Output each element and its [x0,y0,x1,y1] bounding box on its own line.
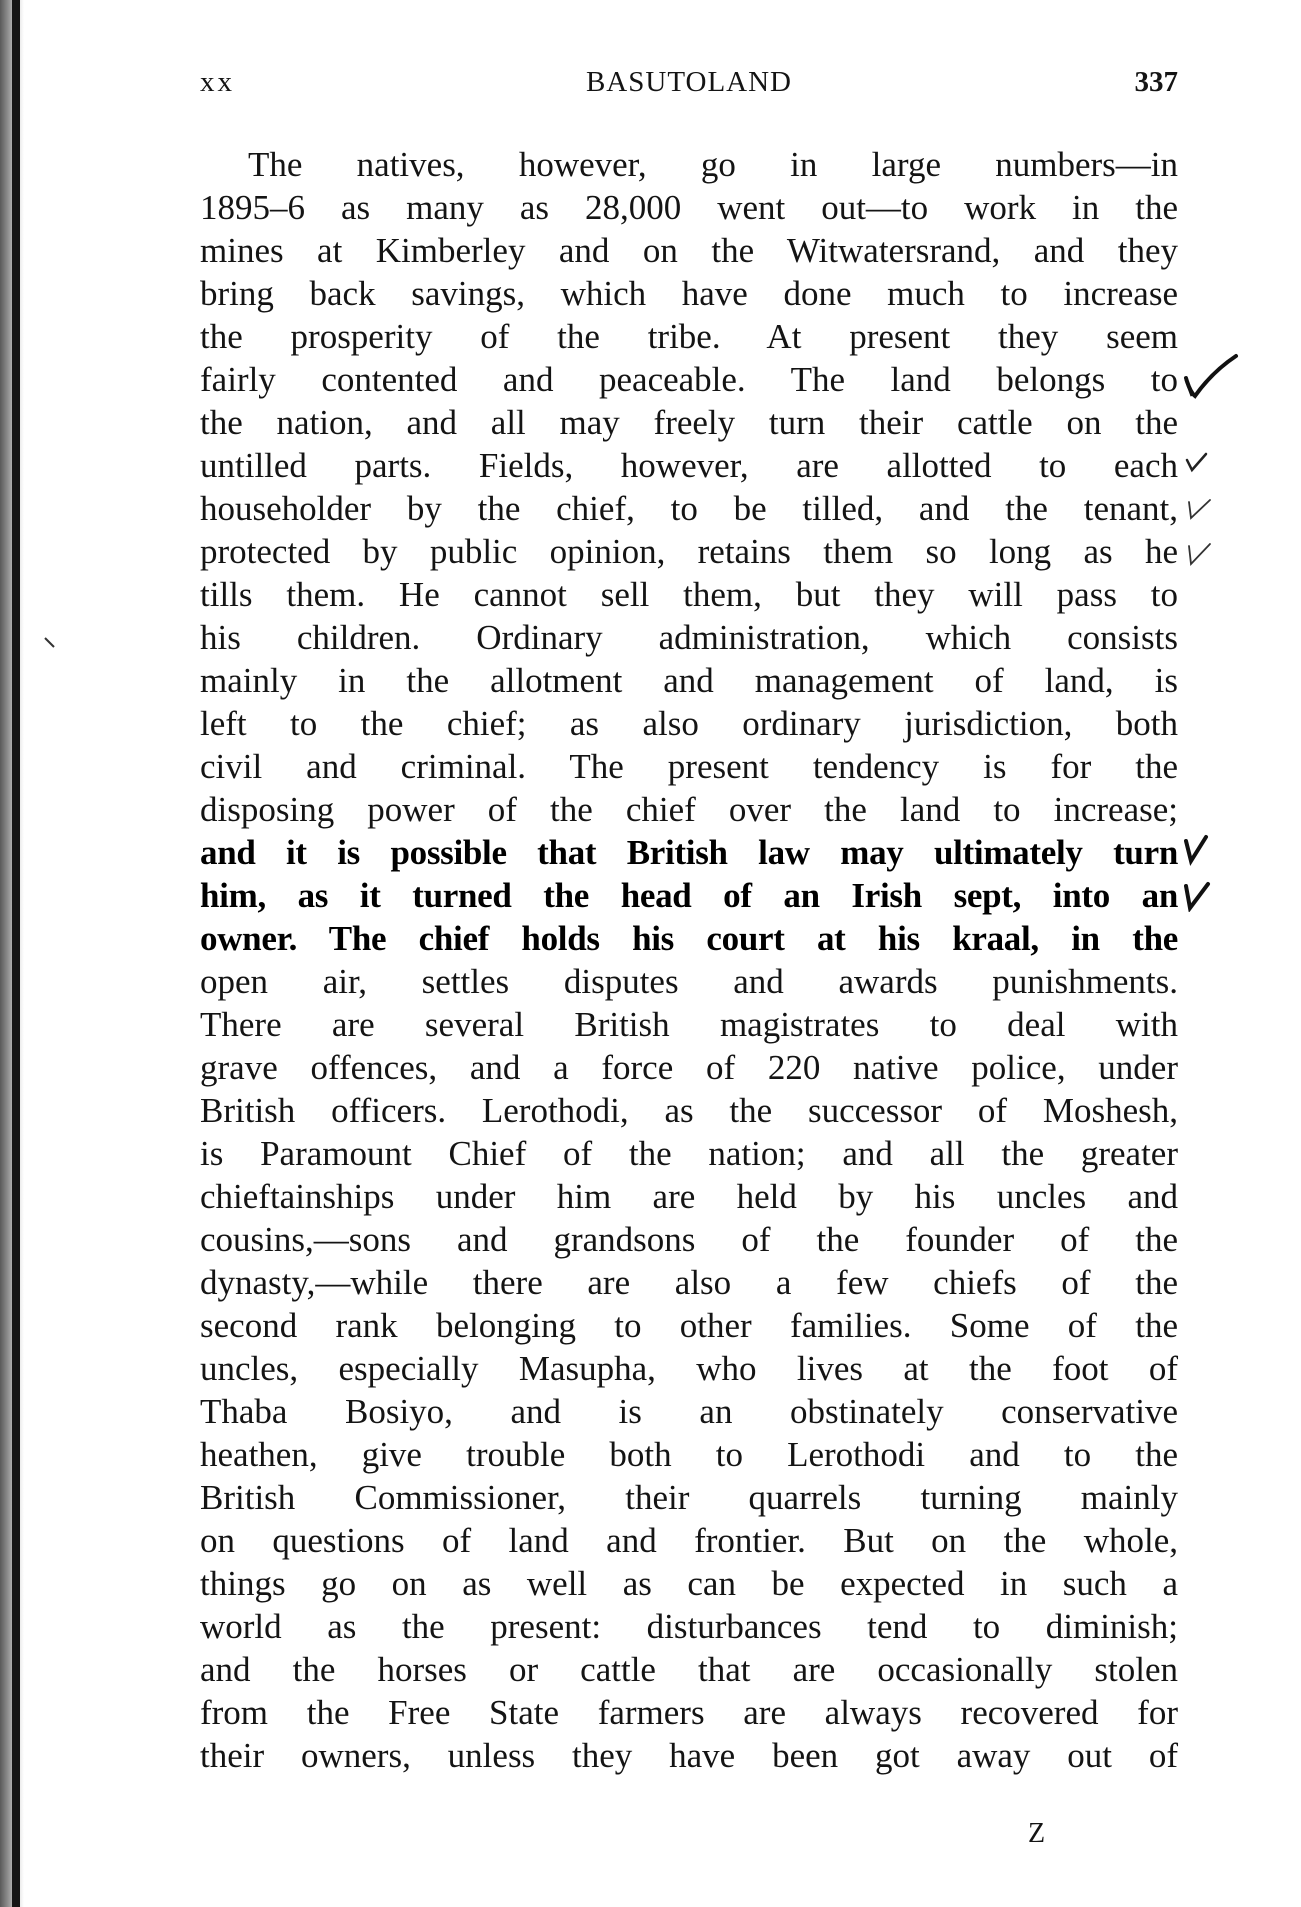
check-mark-icon [1182,833,1210,867]
check-mark-icon [1182,352,1242,402]
running-header [200,66,1178,106]
text-line: mainly in the allotment and management of land, is [200,661,1178,700]
text-line: the nation, and all may freely turn their cattle on the [200,403,1178,442]
text-line: householder by the chief, to be tilled, and the tenant, [200,489,1178,528]
check-mark-icon [1184,450,1210,474]
text-line: from the Free State farmers are always recovered for [200,1693,1178,1732]
margin-annotations [1182,0,1282,1907]
chapter-number: xx [200,66,235,98]
text-line: protected by public opinion, retains them so long as he [200,532,1178,571]
text-line: disposing power of the chief over the land to increase; [200,790,1178,829]
gutter-line [12,0,20,1907]
text-line: their owners, unless they have been got away out of [200,1736,1178,1775]
text-line: There are several British magistrates to deal with [200,1005,1178,1044]
text-line: cousins,—sons and grandsons of the founder of the [200,1220,1178,1259]
check-mark-icon [1184,496,1214,524]
text-line: The natives, however, go in large numbers—in [248,145,1178,184]
text-line: second rank belonging to other families. Some of the [200,1306,1178,1345]
text-line: open air, settles disputes and awards punishments. [200,962,1178,1001]
text-line: British Commissioner, their quarrels turning mainly [200,1478,1178,1517]
text-line: owner. The chief holds his court at his kraal, in the [200,919,1178,958]
text-line: British officers. Lerothodi, as the successor of Moshesh, [200,1091,1178,1130]
check-mark-icon [1182,878,1212,912]
text-line: the prosperity of the tribe. At present they seem [200,317,1178,356]
text-line: civil and criminal. The present tendency is for the [200,747,1178,786]
body-paragraph [200,143,1178,1777]
text-line: bring back savings, which have done much to increase [200,274,1178,313]
text-line: is Paramount Chief of the nation; and all the greater [200,1134,1178,1173]
page-number: 337 [1134,66,1178,98]
text-line: chieftainships under him are held by his uncles and [200,1177,1178,1216]
text-line: on questions of land and frontier. But on the whole, [200,1521,1178,1560]
text-line: untilled parts. Fields, however, are allotted to each [200,446,1178,485]
running-title: BASUTOLAND [585,66,793,98]
signature-mark: Z [1028,1818,1046,1849]
check-mark-icon [1184,540,1214,568]
text-line: uncles, especially Masupha, who lives at the foot of [200,1349,1178,1388]
text-line: and the horses or cattle that are occasionally stolen [200,1650,1178,1689]
text-line: fairly contented and peaceable. The land belongs to [200,360,1178,399]
text-line: world as the present: disturbances tend to diminish; [200,1607,1178,1646]
text-line: 1895–6 as many as 28,000 went out—to work in the [200,188,1178,227]
text-line: and it is possible that British law may ultimately turn [200,833,1178,872]
text-line: dynasty,—while there are also a few chiefs of the [200,1263,1178,1302]
text-line: mines at Kimberley and on the Witwatersrand, and they [200,231,1178,270]
text-line: his children. Ordinary administration, which consists [200,618,1178,657]
text-line: Thaba Bosiyo, and is an obstinately conservative [200,1392,1178,1431]
text-line: left to the chief; as also ordinary jurisdiction, both [200,704,1178,743]
text-line: grave offences, and a force of 220 native police, under [200,1048,1178,1087]
text-line: things go on as well as can be expected in such a [200,1564,1178,1603]
text-line: heathen, give trouble both to Lerothodi and to the [200,1435,1178,1474]
text-line: him, as it turned the head of an Irish sept, into an [200,876,1178,915]
text-line: tills them. He cannot sell them, but they will pass to [200,575,1178,614]
stray-pencil-mark [44,636,58,650]
